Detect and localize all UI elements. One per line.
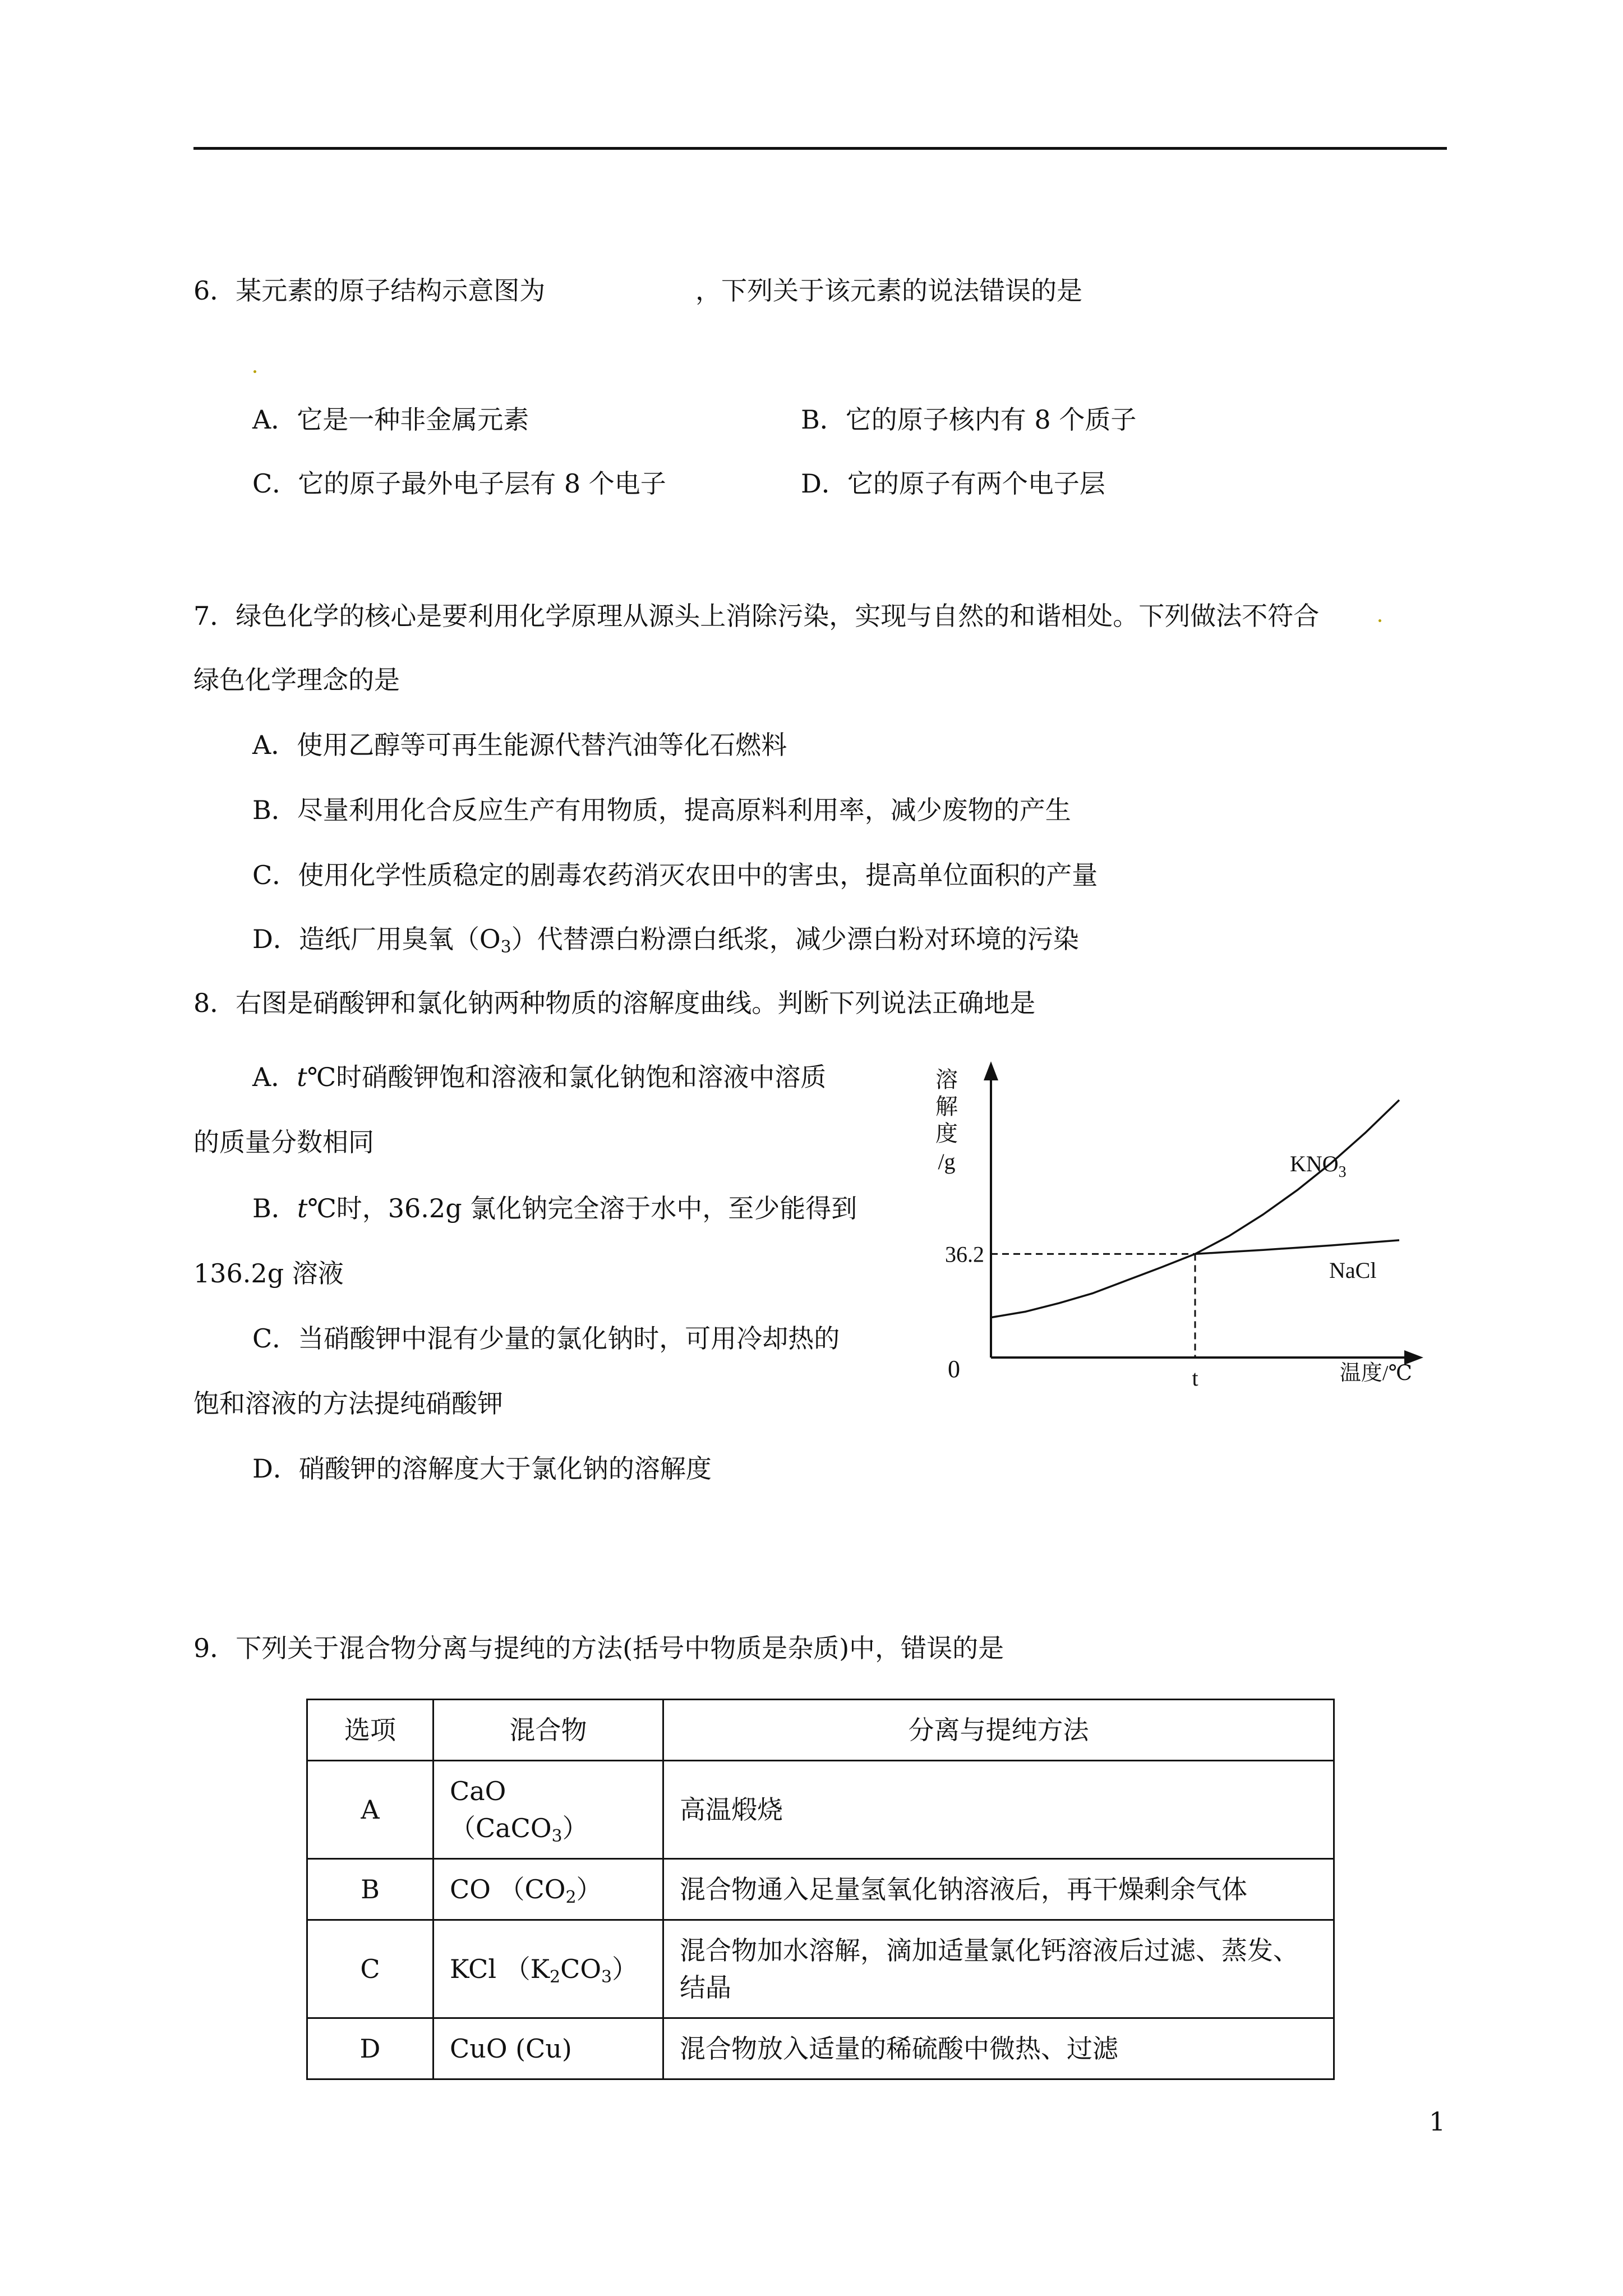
q7-option-c: C．使用化学性质稳定的剧毒农药消灭农田中的害虫，提高单位面积的产量 [252, 860, 1098, 890]
method-cell: 高温煅烧 [663, 1761, 1334, 1859]
header-rule [193, 147, 1447, 150]
series-line-kno3 [991, 1100, 1399, 1318]
method-cell: 混合物加水溶解，滴加适量氯化钙溶液后过滤、蒸发、结晶 [663, 1920, 1334, 2018]
option-cell: A [307, 1761, 434, 1859]
y-axis-title [935, 1067, 958, 1174]
mixture-cell: CaO （CaCO$_3$） [434, 1761, 663, 1859]
header-cell: 分离与提纯方法 [663, 1700, 1334, 1761]
q6-stem-start: 6．某元素的原子结构示意图为 [193, 275, 546, 306]
speck-mark [1378, 619, 1381, 622]
q7-option-b: B．尽量利用化合反应生产有用物质，提高原料利用率，减少废物的产生 [252, 795, 1071, 825]
option-cell: D [307, 2018, 434, 2079]
series-label-nacl: NaCl [1329, 1258, 1377, 1283]
q7-stem-line1: 7．绿色化学的核心是要利用化学原理从源头上消除污染，实现与自然的和谐相处。下列做法不符合 [193, 601, 1320, 631]
y-axis-label-char: 度 [935, 1121, 958, 1146]
q8-option-a-line1: A．t℃时硝酸钾饱和溶液和氯化钠饱和溶液中溶质 [252, 1062, 827, 1092]
x-axis-label: 温度/℃ [1339, 1361, 1412, 1385]
table-row [307, 1761, 1334, 1859]
option-cell: C [307, 1920, 434, 2018]
table-row [307, 2018, 1334, 2079]
q8-option-d: D．硝酸钾的溶解度大于氯化钠的溶解度 [252, 1453, 712, 1484]
q8-option-b-line1: B．t℃时，36.2g 氯化钠完全溶于水中，至少能得到 [252, 1193, 857, 1223]
q8-option-c-line2: 饱和溶液的方法提纯硝酸钾 [193, 1388, 503, 1419]
separation-methods-table [306, 1699, 1335, 2080]
y-axis-label-char: /g [938, 1149, 956, 1174]
mixture-cell: KCl $(K_2CO_3)$ [434, 1920, 663, 2018]
q8-option-a-line2: 的质量分数相同 [193, 1127, 374, 1157]
table-row [307, 1859, 1334, 1920]
table-header-row [307, 1700, 1334, 1761]
header-cell: 选项 [307, 1700, 434, 1761]
series-label-kno3: $KNO_3$ [1290, 1151, 1347, 1181]
q6-option-d: D．它的原子有两个电子层 [801, 468, 1105, 499]
q8-stem: 8．右图是硝酸钾和氯化钠两种物质的溶解度曲线。判断下列说法正确地是 [193, 988, 1036, 1018]
q8-option-c-line1: C．当硝酸钾中混有少量的氯化钠时，可用冷却热的 [252, 1323, 840, 1354]
mixture-cell: CO $(CO_2)$ [434, 1859, 663, 1920]
solubility-chart [909, 1049, 1436, 1408]
q9-stem: 9．下列关于混合物分离与提纯的方法(括号中物质是杂质)中，错误的是 [193, 1633, 1004, 1663]
q6-option-c: C．它的原子最外电子层有 8 个电子 [252, 468, 666, 499]
header-cell: 混合物 [434, 1700, 663, 1761]
series-label-subscript: 3 [1338, 1163, 1347, 1181]
method-cell: 混合物放入适量的稀硫酸中微热、过滤 [663, 2018, 1334, 2079]
option-cell: B [307, 1859, 434, 1920]
page-number: 1 [1429, 2106, 1446, 2137]
q6-option-b: B．它的原子核内有 8 个质子 [801, 404, 1137, 435]
y-tick-label: 36.2 [945, 1241, 984, 1267]
q7-option-d: D．造纸厂用臭氧$(O_3)$代替漂白粉漂白纸浆，减少漂白粉对环境的污染 [252, 924, 1079, 957]
q8-option-b-line2: 136.2g 溶液 [193, 1258, 344, 1289]
series-line-nacl [1195, 1240, 1399, 1254]
y-axis-label-char: 溶 [935, 1067, 958, 1092]
mixture-cell: CuO (Cu) [434, 2018, 663, 2079]
q7-stem-line2: 绿色化学理念的是 [193, 665, 400, 695]
origin-label: 0 [948, 1355, 960, 1383]
q7-option-a: A．使用乙醇等可再生能源代替汽油等化石燃料 [252, 730, 787, 760]
x-tick-label: t [1192, 1365, 1198, 1391]
q6-stem-end: ，下列关于该元素的说法错误的是 [695, 275, 1082, 306]
y-axis-label-char: 解 [935, 1094, 958, 1119]
q6-option-a: A．它是一种非金属元素 [252, 404, 529, 435]
method-cell: 混合物通入足量氢氧化钠溶液后，再干燥剩余气体 [663, 1859, 1334, 1920]
speck-mark [253, 370, 256, 373]
table-row [307, 1920, 1334, 2018]
y-axis-arrow [984, 1061, 998, 1080]
